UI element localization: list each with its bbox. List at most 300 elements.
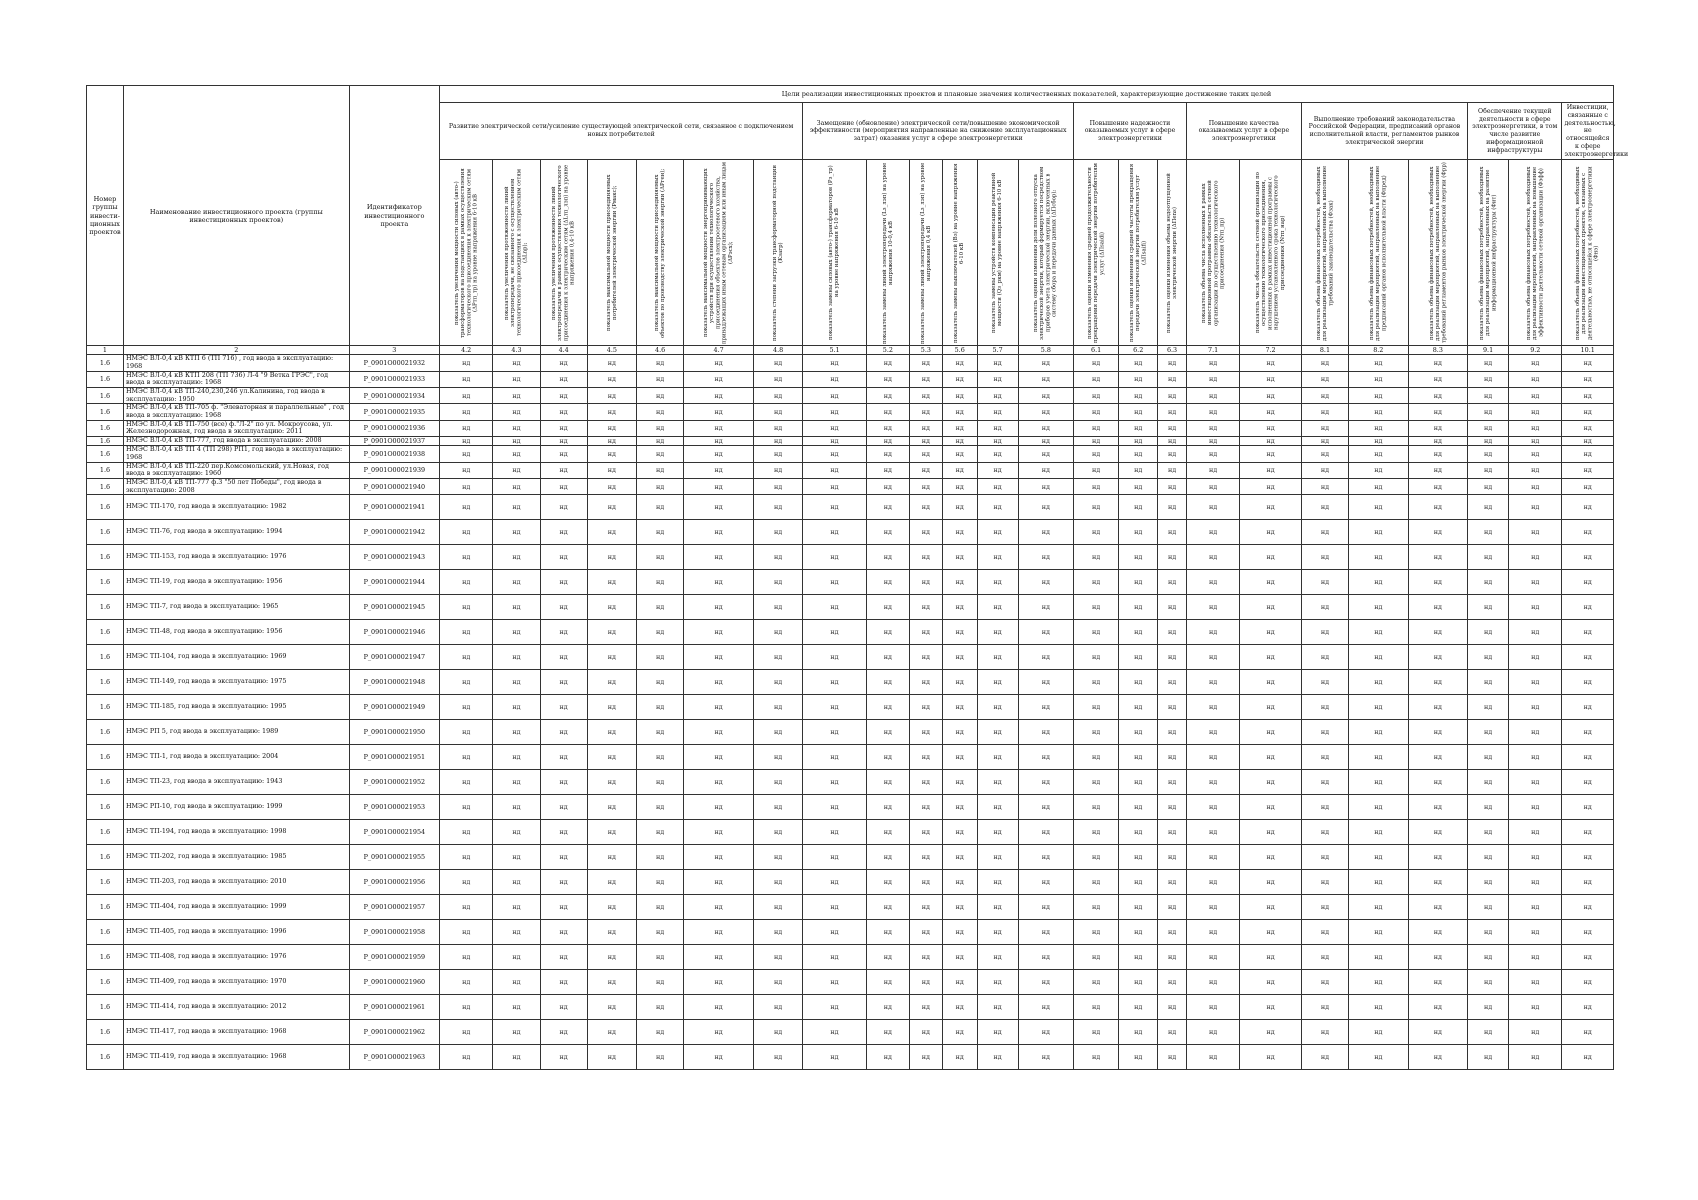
indicator-value-cell: нд <box>540 570 587 595</box>
indicator-value-cell: нд <box>753 371 802 387</box>
indicator-value-cell: нд <box>637 620 684 645</box>
indicator-value-cell: нд <box>1186 595 1239 620</box>
indicator-value-cell: нд <box>439 446 492 462</box>
indicator-value-cell: нд <box>942 495 977 520</box>
indicator-value-cell: нд <box>1301 388 1348 404</box>
indicator-value-cell: нд <box>1562 870 1614 895</box>
indicator-value-cell: нд <box>909 437 942 446</box>
indicator-value-cell: нд <box>803 970 867 995</box>
indicator-value-cell: нд <box>1468 895 1509 920</box>
indicator-value-cell: нд <box>1119 420 1158 436</box>
table-row <box>87 845 1614 870</box>
indicator-header-cell <box>1509 160 1562 346</box>
indicator-value-cell: нд <box>909 388 942 404</box>
indicator-value-cell: нд <box>1186 720 1239 745</box>
indicator-value-cell: нд <box>977 462 1018 478</box>
indicator-value-cell: нд <box>587 420 636 436</box>
indicator-value-cell: нд <box>540 845 587 870</box>
indicator-value-cell: нд <box>1119 404 1158 420</box>
indicator-value-cell: нд <box>1240 845 1302 870</box>
indicator-value-cell: нд <box>587 920 636 945</box>
indicator-value-cell: нд <box>753 355 802 371</box>
indicator-value-cell: нд <box>1186 570 1239 595</box>
indicator-value-cell: нд <box>1074 495 1119 520</box>
indicator-value-cell: нд <box>637 970 684 995</box>
indicator-value-cell: нд <box>587 995 636 1020</box>
indicator-header-cell <box>1349 160 1409 346</box>
row-project-name: НМЭС ТП-194, год ввода в эксплуатацию: 1998 <box>123 820 349 845</box>
table-row <box>87 920 1614 945</box>
indicator-value-cell: нд <box>803 355 867 371</box>
indicator-value-cell: нд <box>1119 895 1158 920</box>
indicator-value-cell: нд <box>684 355 754 371</box>
indicator-header-label: показатель объема числа исполненных в рамках инвестиционной программы обязательств сетевой организации по осуществлению технологического присоединения (Nтп_пр) <box>1200 180 1226 326</box>
indicator-value-cell: нд <box>1509 355 1562 371</box>
indicator-value-cell: нд <box>1562 995 1614 1020</box>
indicator-value-cell: нд <box>1119 437 1158 446</box>
indicator-value-cell: нд <box>1408 920 1468 945</box>
row-project-id: P_0901O00021962 <box>349 1020 439 1045</box>
row-group-number: 1.6 <box>87 355 124 371</box>
indicator-value-cell: нд <box>1018 388 1073 404</box>
indicator-value-cell: нд <box>909 820 942 845</box>
indicator-value-cell: нд <box>977 795 1018 820</box>
indicator-value-cell: нд <box>1158 570 1187 595</box>
indicator-value-cell: нд <box>637 645 684 670</box>
indicator-value-cell: нд <box>1301 645 1348 670</box>
indicator-value-cell: нд <box>1562 420 1614 436</box>
table-row <box>87 645 1614 670</box>
indicator-value-cell: нд <box>1158 545 1187 570</box>
indicator-value-cell: нд <box>684 695 754 720</box>
indicator-value-cell: нд <box>866 595 909 620</box>
indicator-value-cell: нд <box>1562 371 1614 387</box>
indicator-value-cell: нд <box>1509 970 1562 995</box>
indicator-header-cell <box>1562 160 1614 346</box>
indicator-value-cell: нд <box>1018 446 1073 462</box>
indicator-value-cell: нд <box>1186 1020 1239 1045</box>
indicator-value-cell: нд <box>803 770 867 795</box>
table-row <box>87 670 1614 695</box>
indicator-value-cell: нд <box>684 995 754 1020</box>
indicator-group-header: Развитие электрической сети/усиление существующей электрической сети, связанное с подключением новых потребителей <box>439 103 802 160</box>
indicator-value-cell: нд <box>1562 645 1614 670</box>
indicator-value-cell: нд <box>1074 795 1119 820</box>
row-project-name: НМЭС РП-10, год ввода в эксплуатацию: 1999 <box>123 795 349 820</box>
indicator-value-cell: нд <box>1158 995 1187 1020</box>
indicator-header-cell <box>1240 160 1302 346</box>
indicator-value-cell: нд <box>1119 595 1158 620</box>
indicator-header-cell <box>1186 160 1239 346</box>
indicator-header-label: показатель объема финансовых потребностей, необходимых для реализации мероприятий, направленных на выполнение предписаний органов исполнительной власти (Фпред) <box>1368 165 1388 341</box>
indicator-value-cell: нд <box>493 795 540 820</box>
indicator-value-cell: нд <box>1408 620 1468 645</box>
indicator-value-cell: нд <box>1186 995 1239 1020</box>
indicator-value-cell: нд <box>1408 845 1468 870</box>
indicator-value-cell: нд <box>909 995 942 1020</box>
indicator-value-cell: нд <box>909 1045 942 1070</box>
indicator-value-cell: нд <box>1349 895 1409 920</box>
indicator-value-cell: нд <box>1349 520 1409 545</box>
indicator-header-label: показатель максимальной мощности присоединяемых потребителей электрической энергии (Pмакс); <box>605 174 618 331</box>
indicator-value-cell: нд <box>1408 371 1468 387</box>
indicator-value-cell: нд <box>540 920 587 945</box>
indicator-value-cell: нд <box>753 870 802 895</box>
indicator-value-cell: нд <box>1240 820 1302 845</box>
indicator-value-cell: нд <box>909 870 942 895</box>
indicator-value-cell: нд <box>1186 437 1239 446</box>
row-group-number: 1.6 <box>87 437 124 446</box>
table-row <box>87 1020 1614 1045</box>
indicator-value-cell: нд <box>866 462 909 478</box>
indicator-value-cell: нд <box>1186 920 1239 945</box>
indicator-value-cell: нд <box>866 795 909 820</box>
indicator-value-cell: нд <box>1349 770 1409 795</box>
indicator-header-cell <box>1158 160 1187 346</box>
indicator-value-cell: нд <box>1509 920 1562 945</box>
indicator-value-cell: нд <box>587 720 636 745</box>
table-row <box>87 446 1614 462</box>
indicator-value-cell: нд <box>803 520 867 545</box>
indicator-header-label: показатель максимальной мощности присоединяемых объектов по производству электрической энергии (ΔPген); <box>653 168 667 338</box>
indicator-value-cell: нд <box>637 1045 684 1070</box>
row-project-name: НМЭС ТП-408, год ввода в эксплуатацию: 1976 <box>123 945 349 970</box>
indicator-value-cell: нд <box>1301 720 1348 745</box>
indicator-value-cell: нд <box>1468 945 1509 970</box>
col-header-project-id: Идентификатор инвестиционного проекта <box>349 86 439 346</box>
row-project-id: P_0901O00021946 <box>349 620 439 645</box>
indicator-value-cell: нд <box>637 495 684 520</box>
indicator-value-cell: нд <box>1119 355 1158 371</box>
indicator-value-cell: нд <box>1468 795 1509 820</box>
row-group-number: 1.6 <box>87 820 124 845</box>
indicator-value-cell: нд <box>942 595 977 620</box>
indicator-value-cell: нд <box>1158 895 1187 920</box>
indicator-value-cell: нд <box>1408 820 1468 845</box>
indicator-value-cell: нд <box>493 720 540 745</box>
indicator-value-cell: нд <box>1186 970 1239 995</box>
indicator-value-cell: нд <box>1158 495 1187 520</box>
indicator-value-cell: нд <box>1074 820 1119 845</box>
indicator-value-cell: нд <box>1301 478 1348 494</box>
indicator-value-cell: нд <box>637 446 684 462</box>
indicator-value-cell: нд <box>637 355 684 371</box>
table-row <box>87 895 1614 920</box>
indicator-value-cell: нд <box>942 795 977 820</box>
indicator-value-cell: нд <box>803 545 867 570</box>
indicator-header-label: показатель замены линий электропередачи (Lз_лэп) на уровне напряжения 10-0,4 кВ <box>881 162 894 344</box>
indicator-value-cell: нд <box>1562 570 1614 595</box>
indicator-value-cell: нд <box>493 920 540 945</box>
indicator-value-cell: нд <box>587 371 636 387</box>
indicator-value-cell: нд <box>1186 870 1239 895</box>
indicator-value-cell: нд <box>493 355 540 371</box>
row-project-id: P_0901O00021949 <box>349 695 439 720</box>
indicator-value-cell: нд <box>1349 720 1409 745</box>
indicator-value-cell: нд <box>684 795 754 820</box>
indicator-value-cell: нд <box>753 745 802 770</box>
indicator-value-cell: нд <box>803 895 867 920</box>
row-group-number: 1.6 <box>87 462 124 478</box>
indicator-value-cell: нд <box>587 795 636 820</box>
indicator-value-cell: нд <box>1562 695 1614 720</box>
indicator-value-cell: нд <box>1468 1020 1509 1045</box>
indicator-value-cell: нд <box>1509 770 1562 795</box>
indicator-value-cell: нд <box>1119 620 1158 645</box>
indicator-value-cell: нд <box>493 820 540 845</box>
table-row <box>87 870 1614 895</box>
indicator-value-cell: нд <box>1186 845 1239 870</box>
indicator-value-cell: нд <box>1301 920 1348 945</box>
indicator-header-label: показатель числа обязательств сетевой организации по осуществлению технологического присоединения, исполненных в рамках инвестиционной программы с нарушением установленного срока технологического присоединения (Nтп_нар) <box>1255 172 1286 334</box>
indicator-value-cell: нд <box>1240 545 1302 570</box>
column-number-cell: 1 <box>87 346 124 355</box>
indicator-value-cell: нд <box>439 770 492 795</box>
table-row <box>87 620 1614 645</box>
indicator-value-cell: нд <box>909 895 942 920</box>
indicator-value-cell: нд <box>1158 462 1187 478</box>
indicator-value-cell: нд <box>637 545 684 570</box>
indicator-value-cell: нд <box>540 895 587 920</box>
indicator-value-cell: нд <box>1119 770 1158 795</box>
indicator-value-cell: нд <box>1240 720 1302 745</box>
indicator-value-cell: нд <box>1562 770 1614 795</box>
indicator-value-cell: нд <box>1509 446 1562 462</box>
indicator-value-cell: нд <box>977 478 1018 494</box>
indicator-value-cell: нд <box>1074 570 1119 595</box>
indicator-value-cell: нд <box>1119 920 1158 945</box>
indicator-value-cell: нд <box>439 478 492 494</box>
indicator-value-cell: нд <box>439 895 492 920</box>
indicator-value-cell: нд <box>977 920 1018 945</box>
indicator-value-cell: нд <box>439 520 492 545</box>
indicator-value-cell: нд <box>1468 404 1509 420</box>
table-row <box>87 795 1614 820</box>
indicator-value-cell: нд <box>1509 870 1562 895</box>
indicator-header-cell <box>1408 160 1468 346</box>
indicator-value-cell: нд <box>803 745 867 770</box>
indicator-value-cell: нд <box>1074 355 1119 371</box>
indicator-value-cell: нд <box>493 845 540 870</box>
indicator-value-cell: нд <box>866 845 909 870</box>
indicator-value-cell: нд <box>1186 495 1239 520</box>
indicator-value-cell: нд <box>909 404 942 420</box>
indicator-value-cell: нд <box>753 1045 802 1070</box>
indicator-value-cell: нд <box>1301 595 1348 620</box>
indicator-value-cell: нд <box>803 371 867 387</box>
indicator-value-cell: нд <box>439 945 492 970</box>
indicator-value-cell: нд <box>1018 404 1073 420</box>
indicator-value-cell: нд <box>1119 745 1158 770</box>
row-project-name: НМЭС ТП-170, год ввода в эксплуатацию: 1982 <box>123 495 349 520</box>
indicator-value-cell: нд <box>493 371 540 387</box>
indicator-value-cell: нд <box>493 770 540 795</box>
indicator-header-label: показатель замены силовых (авто-) трансформаторов (Pз_тр) на уровне напряжения 6-10 кВ <box>828 165 841 341</box>
row-project-name: НМЭС ВЛ-0,4 кВ ТП-705 ф. "Элеваторная и параллельные" , год ввода в эксплуатацию: 1968 <box>123 404 349 420</box>
indicator-value-cell: нд <box>1240 1045 1302 1070</box>
indicator-value-cell: нд <box>1158 404 1187 420</box>
indicator-value-cell: нд <box>803 945 867 970</box>
indicator-value-cell: нд <box>909 420 942 436</box>
column-number-cell: 4.4 <box>540 346 587 355</box>
indicator-value-cell: нд <box>1509 478 1562 494</box>
indicator-value-cell: нд <box>1349 1020 1409 1045</box>
indicator-value-cell: нд <box>866 920 909 945</box>
column-number-cell: 5.2 <box>866 346 909 355</box>
row-project-id: P_0901O00021945 <box>349 595 439 620</box>
indicator-value-cell: нд <box>493 870 540 895</box>
indicator-value-cell: нд <box>1408 520 1468 545</box>
indicator-value-cell: нд <box>753 970 802 995</box>
table-row <box>87 720 1614 745</box>
indicator-value-cell: нд <box>977 388 1018 404</box>
indicator-header-label: показатель увеличения протяженности линий электропередачи, не связанного с осуществлением технологического присоединения к электрическим сетям (ΔLnp); <box>504 169 529 337</box>
indicator-value-cell: нд <box>1158 745 1187 770</box>
indicator-value-cell: нд <box>1562 1045 1614 1070</box>
indicator-value-cell: нд <box>1408 478 1468 494</box>
indicator-value-cell: нд <box>1408 970 1468 995</box>
indicator-value-cell: нд <box>587 595 636 620</box>
row-project-name: НМЭС ТП-419, год ввода в эксплуатацию: 1968 <box>123 1045 349 1070</box>
indicator-value-cell: нд <box>637 371 684 387</box>
indicator-header-label: показатель объема финансовых потребностей, необходимых для реализации мероприятий, направленных на выполнение требований законодательства (Фзак) <box>1315 165 1335 341</box>
indicator-value-cell: нд <box>637 420 684 436</box>
indicator-value-cell: нд <box>753 895 802 920</box>
indicator-value-cell: нд <box>942 545 977 570</box>
indicator-value-cell: нд <box>1074 720 1119 745</box>
indicator-value-cell: нд <box>540 770 587 795</box>
indicator-value-cell: нд <box>1240 388 1302 404</box>
indicator-value-cell: нд <box>1158 520 1187 545</box>
indicator-value-cell: нд <box>1468 520 1509 545</box>
indicator-value-cell: нд <box>493 895 540 920</box>
indicator-value-cell: нд <box>803 795 867 820</box>
indicator-value-cell: нд <box>977 1020 1018 1045</box>
indicator-header-cell <box>977 160 1018 346</box>
indicator-value-cell: нд <box>493 1020 540 1045</box>
row-project-id: P_0901O00021961 <box>349 995 439 1020</box>
indicator-value-cell: нд <box>1468 995 1509 1020</box>
row-project-name: НМЭС ВЛ-0,4 кВ ТП-240,230,246 ул.Калинина, год ввода в эксплуатацию: 1950 <box>123 388 349 404</box>
indicator-value-cell: нд <box>753 920 802 945</box>
indicator-value-cell: нд <box>1186 770 1239 795</box>
indicator-value-cell: нд <box>1408 545 1468 570</box>
indicator-value-cell: нд <box>1018 420 1073 436</box>
indicator-value-cell: нд <box>1301 770 1348 795</box>
indicator-value-cell: нд <box>1119 820 1158 845</box>
row-project-id: P_0901O00021952 <box>349 770 439 795</box>
indicator-value-cell: нд <box>1408 745 1468 770</box>
indicator-value-cell: нд <box>1509 1045 1562 1070</box>
indicator-value-cell: нд <box>803 420 867 436</box>
indicator-value-cell: нд <box>753 795 802 820</box>
indicator-value-cell: нд <box>587 970 636 995</box>
row-group-number: 1.6 <box>87 795 124 820</box>
indicator-value-cell: нд <box>1509 995 1562 1020</box>
row-group-number: 1.6 <box>87 895 124 920</box>
indicator-value-cell: нд <box>1468 570 1509 595</box>
indicator-value-cell: нд <box>1408 437 1468 446</box>
indicator-value-cell: нд <box>1158 820 1187 845</box>
indicator-value-cell: нд <box>439 462 492 478</box>
indicator-value-cell: нд <box>1018 920 1073 945</box>
indicator-value-cell: нд <box>439 695 492 720</box>
indicator-value-cell: нд <box>977 420 1018 436</box>
column-number-cell: 4.5 <box>587 346 636 355</box>
row-project-id: P_0901O00021942 <box>349 520 439 545</box>
indicator-value-cell: нд <box>803 570 867 595</box>
row-project-id: P_0901O00021958 <box>349 920 439 945</box>
column-number-cell: 8.1 <box>1301 346 1348 355</box>
indicator-value-cell: нд <box>1562 795 1614 820</box>
indicator-value-cell: нд <box>637 670 684 695</box>
indicator-value-cell: нд <box>1509 545 1562 570</box>
row-project-id: P_0901O00021956 <box>349 870 439 895</box>
indicator-value-cell: нд <box>866 478 909 494</box>
indicator-value-cell: нд <box>1158 420 1187 436</box>
indicator-header-cell <box>1119 160 1158 346</box>
indicator-value-cell: нд <box>587 820 636 845</box>
indicator-value-cell: нд <box>684 945 754 970</box>
column-number-cell: 5.6 <box>942 346 977 355</box>
indicator-value-cell: нд <box>587 570 636 595</box>
indicator-value-cell: нд <box>1509 1020 1562 1045</box>
indicator-value-cell: нд <box>977 355 1018 371</box>
indicator-value-cell: нд <box>803 720 867 745</box>
indicator-value-cell: нд <box>1018 478 1073 494</box>
indicator-header-cell <box>684 160 754 346</box>
indicator-value-cell: нд <box>1119 995 1158 1020</box>
indicator-value-cell: нд <box>1119 570 1158 595</box>
indicator-value-cell: нд <box>684 1020 754 1045</box>
indicator-value-cell: нд <box>1468 1045 1509 1070</box>
indicator-value-cell: нд <box>753 420 802 436</box>
indicator-group-header: Обеспечение текущей деятельности в сфере электроэнергетики, в том числе развитие информационной инфраструктуры <box>1468 103 1562 160</box>
indicator-value-cell: нд <box>977 745 1018 770</box>
indicator-value-cell: нд <box>1074 371 1119 387</box>
indicator-value-cell: нд <box>1349 478 1409 494</box>
indicator-value-cell: нд <box>1186 355 1239 371</box>
indicator-value-cell: нд <box>1509 570 1562 595</box>
indicator-value-cell: нд <box>1509 895 1562 920</box>
column-number-cell: 4.8 <box>753 346 802 355</box>
indicator-value-cell: нд <box>909 770 942 795</box>
indicator-value-cell: нд <box>1349 795 1409 820</box>
indicator-value-cell: нд <box>1240 478 1302 494</box>
indicator-value-cell: нд <box>1562 437 1614 446</box>
indicator-value-cell: нд <box>587 895 636 920</box>
indicator-value-cell: нд <box>1074 478 1119 494</box>
indicator-value-cell: нд <box>684 670 754 695</box>
investment-indicators-table <box>86 85 1629 1070</box>
indicator-value-cell: нд <box>1562 388 1614 404</box>
indicator-value-cell: нд <box>637 895 684 920</box>
indicator-value-cell: нд <box>1018 745 1073 770</box>
row-group-number: 1.6 <box>87 945 124 970</box>
indicator-value-cell: нд <box>637 720 684 745</box>
indicator-value-cell: нд <box>1562 355 1614 371</box>
row-group-number: 1.6 <box>87 720 124 745</box>
indicator-value-cell: нд <box>1240 1020 1302 1045</box>
indicator-value-cell: нд <box>1468 695 1509 720</box>
indicator-value-cell: нд <box>540 945 587 970</box>
row-group-number: 1.6 <box>87 446 124 462</box>
indicator-value-cell: нд <box>1349 1045 1409 1070</box>
column-number-cell: 5.7 <box>977 346 1018 355</box>
indicator-value-cell: нд <box>439 545 492 570</box>
indicator-value-cell: нд <box>1468 495 1509 520</box>
indicator-value-cell: нд <box>439 970 492 995</box>
